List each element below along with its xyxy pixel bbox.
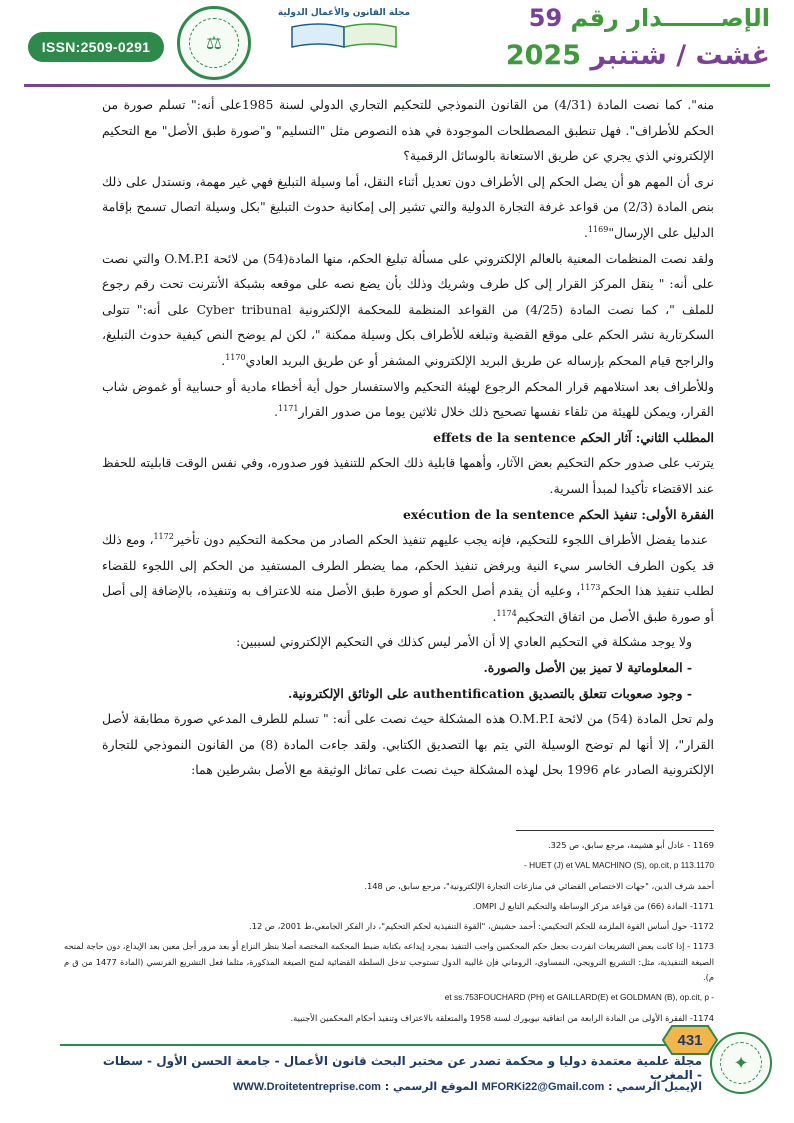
issue-months: غشت / شتنبر — [590, 40, 770, 71]
paragraph-text: ، وعليه أن يقدم أصل الحكم أو صورة طبق الأصل منه للاعتراف به وتنفيذه، بالإضافة إلى أصل أو صورة طبق الأصل من اتفاق التحكيم — [102, 583, 714, 624]
paragraph-text: ولقد نصت المنظمات المعنية بالعالم الإلكتروني على مسألة تبليغ الحكم، منها المادة(54) من لائحة O.M.P.I والتي نصت على أنه: " ينقل المركز القرار إلى كل طرف وشريك وذلك بأن يضع نصه على موقعه بشبكة الأنترنت تحت رقم رجوع للملف "، كما نصت المادة (4/25) من القواعد المنظمة للمحكمة الإلكترونية Cyber tribunal على أنه:" تتولى السكرتارية نشر الحكم على موقع القضية وتبلغه للأطراف بكل وسيلة ممكنة "، لكن لم يوضح النص كيفية حدوث التبليغ، والراجح قيام المحكم بإرساله عن طريق البريد الإلكتروني المشفر أو عن طريق البريد العادي — [102, 250, 715, 368]
email-label: الإيميل الرسمي : — [608, 1080, 702, 1093]
footnote: 1172- حول أساس القوة الملزمة للحكم التحكيمي: أحمد حشيش، "القوة التنفيذية لحكم التحكيم"، دار الفكر الجامعي،ط 2001، ص 12. — [249, 921, 714, 932]
issue-year: 2025 — [505, 40, 582, 71]
issue-label: الإصـــــــدار رقم — [570, 4, 770, 32]
lab-seal-logo — [177, 6, 251, 80]
footnote-ref: 1170 — [225, 352, 246, 362]
paragraph-text: وللأطراف بعد استلامهم قرار المحكم الرجوع لهيئة التحكيم والاستفسار حول أية أخطاء مادية أو حسابية أو غموض شاب القرار، ويمكن للهيئة من تلقاء نفسها تصحيح ذلك خلال ثلاثين يوما من صدور القرار — [102, 378, 714, 420]
page-number: 431 — [677, 1031, 703, 1049]
issn-badge: ISSN:2509-0291 — [28, 32, 164, 62]
footer-contact-line — [102, 1080, 702, 1093]
section-heading: المطلب الثاني: آثار الحكم effets de la sentence — [433, 429, 714, 445]
paragraph-text: نرى أن المهم هو أن يصل الحكم إلى الأطراف دون تعديل أثناء النقل، أما وسيلة التبليغ فهي غير مهمة، ونستدل على ذلك بنص المادة (2/3) من قواعد غرفة التجارة الدولية والتي تشير إلى إمكانية حدوث التبليغ "بكل وسيلة اتصال تسمح بإقامة الدليل على الإرسال" — [102, 173, 715, 240]
footer-divider — [60, 1044, 694, 1046]
footnote-ref: 1171 — [278, 404, 299, 413]
footnote: 1173 - إذا كانت بعض التشريعات انفردت بجعل حكم المحكمين واجب التنفيذ بمجرد إيداعه بكتابة ضبط المحكمة المختصة أصلا بنظر النزاع أو بعد مرور أجل معين بعد الإيداع، دون حاجة لمنحه الصيغة التنفيذية، مثل: التشريع النرويجي، النمساوي، الروماني فإن غالبية الدول تستوجب تدخل السلطة القضائية لمنح الصيغة المذكورة، مثلما فعل التشريع الفرنسي (المادة 1477 من ق م م). — [64, 941, 715, 983]
footer-seal-logo — [710, 1032, 772, 1094]
list-item: - وجود صعوبات تتعلق بالتصديق authentification على الوثائق الإلكترونية. — [287, 685, 692, 701]
footer-journal-line: مجلة علمية معتمدة دوليا و محكمة تصدر عن مختبر البحث قانون الأعمال - جامعة الحسن الأول - سطات - المغرب — [102, 1054, 702, 1082]
scales-icon: ⚖ — [189, 18, 239, 68]
footnote-ref: 1169 — [587, 224, 609, 234]
website-link[interactable]: WWW.Droitetentreprise.com — [233, 1081, 381, 1093]
paragraph: ولا يوجد مشكلة في التحكيم العادي إلا أن الأمر ليس كذلك في التحكيم الإلكتروني لسببين: — [236, 634, 692, 650]
paragraph-text: منه". كما نصت المادة (4/31) من القانون النموذجي للتحكيم التجاري الدولي لسنة 1985على أنه:" تسلم صورة من الحكم للأطراف". فهل تنطبق المصطلحات الموجودة في هذه النصوص مثل "التسليم" و"صورة طبق الأصل" مع التحكيم الإلكتروني الذي يجري عن طريق الاستعانة بالوسائل الرقمية؟ — [102, 97, 714, 164]
footnote: - HUET (J) et VAL MACHINO (S), op.cit, p 113.1170 — [524, 860, 714, 871]
footnote-divider — [516, 830, 714, 831]
footnote-ref: 1173 — [580, 583, 601, 593]
footnote: 1171- المادة (66) من قواعد مركز الوساطة والتحكيم التابع ل OMPI. — [472, 900, 714, 911]
open-book-icon — [284, 21, 404, 49]
footnote: et ss.753FOUCHARD (PH) et GAILLARD(E) et GOLDMAN (B), op.cit, p - — [444, 992, 714, 1003]
paragraph: نرى أن المهم هو أن يصل الحكم إلى الأطراف دون تعديل أثناء النقل، أما وسيلة التبليغ فهي غير مهمة، ونستدل على ذلك بنص المادة (2/3) من قواعد غرفة التجارة الدولية والتي تشير إلى إمكانية حدوث التبليغ "بكل وسيلة اتصال تسمح بإقامة الدليل على الإرسال"$^{1169}$. — [102, 173, 715, 240]
email-link[interactable]: MFORKi22@Gmail.com — [481, 1081, 605, 1093]
paragraph — [102, 92, 714, 169]
issue-number: 59 — [528, 4, 563, 32]
page-header — [0, 0, 794, 90]
footnote: 1169 - عادل أبو هشيمة، مرجع سابق، ص 325. — [548, 840, 714, 850]
footnote: أحمد شرف الدين، "جهات الاختصاص القضائي في منازعات التجارة الإلكترونية"، مرجع سابق، ص 148. — [364, 880, 714, 891]
seal-icon: ✦ — [720, 1042, 763, 1085]
issue-date-line — [480, 40, 770, 71]
site-label: الموقع الرسمي : — [384, 1080, 478, 1093]
header-divider — [24, 84, 770, 87]
article-body — [102, 92, 714, 783]
subsection-heading: الفقرة الأولى: تنفيذ الحكم exécution de la sentence — [402, 506, 714, 522]
issue-number-line — [480, 4, 770, 32]
journal-logo — [262, 8, 426, 74]
issue-info — [480, 4, 770, 84]
journal-name: مجلة القانون والأعمال الدولية — [277, 8, 411, 18]
list-item: - المعلوماتية لا تميز بين الأصل والصورة. — [483, 660, 692, 676]
paragraph: ولقد نصت المنظمات المعنية بالعالم الإلكتروني على مسألة تبليغ الحكم، منها المادة(54) من لائحة O.M.P.I والتي نصت على أنه: " ينقل المركز القرار إلى كل طرف وشريك وذلك بأن يضع نصه على موقعه بشبكة الأنترنت تحت رقم رجوع للملف "، كما نصت المادة (4/25) من القواعد المنظمة للمحكمة الإلكترونية Cyber tribunal على أنه:" تتولى السكرتارية نشر الحكم على موقع القضية وتبلغه للأطراف بكل وسيلة ممكنة "، لكن لم يوضح النص كيفية حدوث التبليغ، والراجح قيام المحكم بإرساله عن طريق البريد الإلكتروني المشفر أو عن طريق البريد العادي$^{1170}$. — [102, 250, 715, 368]
paragraph-text: ، ومع ذلك قد يكون الطرف الخاسر سيء النية ويرفض تنفيذ الحكم، مما يضطر الطرف المستفيد من الحكم إلى اللجوء للقضاء لطلب تنفيذ هذا الحكم — [102, 532, 714, 599]
paragraph: ولم تحل المادة (54) من لائحة O.M.P.I هذه المشكلة حيث نصت على أنه: " تسلم للطرف المدعي صورة مطابقة لأصل القرار"، إلا أنها لم توضح الوسيلة التي يتم بها التصديق الكتابي. ولقد جاءت المادة (8) من القانون النموذجي للتجارة الإلكترونية الصادر عام 1996 بحل لهذه المشكلة حيث نصت على تماثل الوثيقة مع الأصل بشرطين هما: — [102, 711, 714, 778]
paragraph-text: عندما يفضل الأطراف اللجوء للتحكيم، فإنه يجب عليهم تنفيذ الحكم الصادر من محكمة التحكيم دون تأخير — [173, 532, 708, 548]
footnote: 1174- الفقرة الأولى من المادة الرابعة من اتفاقية نيويورك لسنة 1958 والمتعلقة بالاعتراف وتنفيذ أحكام المحكمين الأجنبية. — [290, 1012, 714, 1023]
page-number-badge — [662, 1025, 718, 1055]
paragraph: يترتب على صدور حكم التحكيم بعض الآثار، وأهمها قابلية ذلك الحكم للتنفيذ فور صدوره، وفي نفس الوقت قابليته للحفظ عند الاقتضاء تأكيدا لمبدأ السرية. — [102, 455, 714, 496]
footnote-ref: 1174 — [496, 608, 517, 618]
footnote-ref: 1172 — [153, 531, 174, 541]
paragraph: عندما يفضل الأطراف اللجوء للتحكيم، فإنه يجب عليهم تنفيذ الحكم الصادر من محكمة التحكيم دون تأخير$^{1172}$، ومع ذلك قد يكون الطرف الخاسر سيء النية ويرفض تنفيذ الحكم، مما يضطر الطرف المستفيد من الحكم إلى اللجوء للقضاء لطلب تنفيذ هذا الحكم$^{1173}$، وعليه أن يقدم أصل الحكم أو صورة طبق الأصل منه للاعتراف به وتنفيذه، بالإضافة إلى أصل أو صورة طبق الأصل من اتفاق التحكيم$^{1174}$. — [102, 531, 714, 624]
paragraph: وللأطراف بعد استلامهم قرار المحكم الرجوع لهيئة التحكيم والاستفسار حول أية أخطاء مادية أو حسابية أو غموض شاب القرار، ويمكن للهيئة من تلقاء نفسها تصحيح ذلك خلال ثلاثين يوما من صدور القرار$^{1171}$. — [102, 378, 714, 420]
footnotes — [64, 838, 714, 1031]
